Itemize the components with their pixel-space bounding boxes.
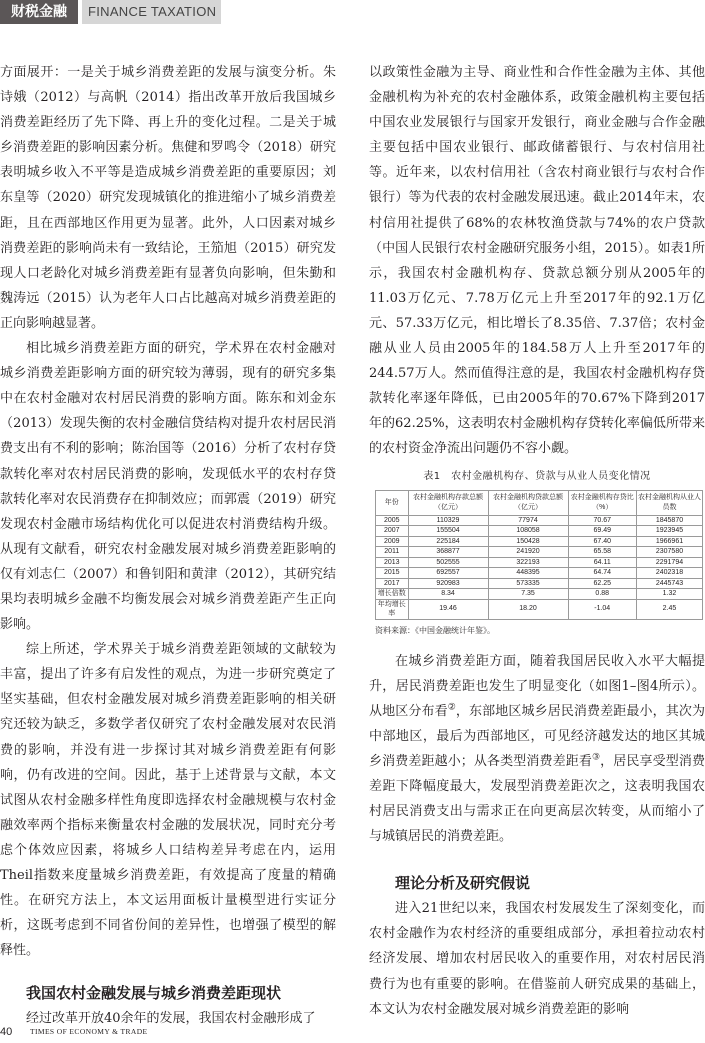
journal-name: TIMES OF ECONOMY & TRADE: [30, 1027, 148, 1036]
table-cell: 0.88: [568, 589, 636, 600]
table-cell: 增长倍数: [376, 589, 409, 600]
paragraph: 综上所述，学术界关于城乡消费差距领域的文献较为丰富，提出了许多有启发性的观点，为进一步研究奠定了坚实基础，但农村金融发展对城乡消费差距影响的相关研究还较为缺乏，多数学者仅研究了农村金融发展对农民消费的影响，并没有进一步探讨其对城乡消费差距有何影响，仍有改进的空间。因此，基于上述背景与文献，本文试图从农村金融多样性角度即选择农村金融规模与农村金融效率两个指标来衡量农村金融的发展状况，同时充分考虑个体效应因素，将城乡人口结构差异考虑在内，运用Theil指数来度量城乡消费差距，有效提高了度量的精确性。在研究方法上，本文运用面板计量模型进行实证分析，这既考虑到不同省份间的差异性，也增强了模型的解释性。: [0, 642, 336, 959]
table-cell: 19.46: [408, 599, 488, 619]
section-label-cn: 财税金融: [0, 0, 78, 24]
table-cell: 1845870: [636, 515, 702, 526]
table-header-cell: 农村金融机构贷款总额（亿元）: [488, 490, 568, 515]
table-header-row: [376, 490, 703, 515]
page-number: 40: [0, 1026, 13, 1038]
table-cell: 1923945: [636, 526, 702, 537]
footnote-mark: ③: [591, 752, 601, 763]
table-row: [376, 599, 703, 619]
table-cell: 108058: [488, 526, 568, 537]
table-cell: 2013: [376, 557, 409, 568]
text-run: ，东部地区城乡居民消费差距最小，其次为中部地区，最后为西部地区，可见经济越发达的地区其城乡消费差距越小；从各类型消费差距看: [369, 703, 705, 769]
table-cell: 2011: [376, 547, 409, 558]
table-caption: 表1 农村金融机构存、贷款与从业人员变化情况: [423, 470, 651, 482]
table-cell: 70.67: [568, 515, 636, 526]
table-header-cell: 农村金融机构存贷比（%）: [568, 490, 636, 515]
left-column: [0, 60, 336, 1031]
table-cell: 920983: [408, 578, 488, 589]
table-cell: 64.11: [568, 557, 636, 568]
table-cell: 2005: [376, 515, 409, 526]
table-cell: 67.40: [568, 536, 636, 547]
table-cell: 225184: [408, 536, 488, 547]
text-run: ，居民享受型消费差距下降幅度最大，发展型消费差距次之，这表明我国农村居民消费支出与需求正在向更高层次转变，从而缩小了与城镇居民的消费差距。: [369, 753, 705, 845]
table-cell: 692557: [408, 568, 488, 579]
table-header-cell: 农村金融机构存款总额（亿元）: [408, 490, 488, 515]
table-source: 资料来源：《中国金融统计年鉴》。: [375, 625, 495, 635]
table-header-cell: 年份: [376, 490, 409, 515]
table-cell: 2307580: [636, 547, 702, 558]
table-cell: 2.45: [636, 599, 702, 619]
table-row: [376, 578, 703, 589]
right-column: [369, 60, 705, 1022]
table-cell: 368877: [408, 547, 488, 558]
table-row: [376, 547, 703, 558]
table-row: [376, 589, 703, 600]
table-cell: 2291794: [636, 557, 702, 568]
paragraph: 相比城乡消费差距方面的研究，学术界在农村金融对城乡消费差距影响方面的研究较为薄弱，现有的研究多集中在农村金融对农村居民消费的影响方面。陈东和刘金东（2013）发现失衡的农村金融信贷结构对提升农村居民消费支出有不利的影响；陈治国等（2016）分析了农村存贷款转化率对农村居民消费的影响，发现低水平的农村存贷款转化率对农民消费存在抑制效应；而郭震（2019）研究发现农村金融市场结构优化可以促进农村消费结构升级。从现有文献看，研究农村金融发展对城乡消费差距影响的仅有刘志仁（2007）和鲁钊阳和黄津（2012），其研究结果均表明城乡金融不均衡发展会对城乡消费差距产生正向影响。: [0, 341, 336, 633]
table-cell: 241920: [488, 547, 568, 558]
table-cell: 64.74: [568, 568, 636, 579]
paragraph: 进入21世纪以来，我国农村发展发生了深刻变化，而农村金融作为农村经济的重要组成部分，承担着拉动农村经济发展、增加农村居民收入的重要作用，对农村居民消费行为也有重要的影响。在借鉴前人研究成果的基础上，本文认为农村金融发展对城乡消费差距的影响: [369, 901, 705, 1017]
page-header: [0, 0, 705, 26]
table-row: [376, 536, 703, 547]
paragraph: [369, 649, 705, 850]
table-cell: 2445743: [636, 578, 702, 589]
section-label-en: FINANCE TAXATION: [82, 0, 221, 24]
table-cell: 年均增长率: [376, 599, 409, 619]
data-table: [375, 490, 703, 620]
table-cell: 155504: [408, 526, 488, 537]
table-body: [376, 515, 703, 619]
table-row: [376, 515, 703, 526]
table-cell: 7.35: [488, 589, 568, 600]
table-cell: 8.34: [408, 589, 488, 600]
table-row: [376, 526, 703, 537]
paragraph: 经过改革开放40余年的发展，我国农村金融形成了: [26, 1011, 316, 1027]
table-cell: 69.49: [568, 526, 636, 537]
table-cell: 2017: [376, 578, 409, 589]
table-cell: 2007: [376, 526, 409, 537]
table-cell: 150428: [488, 536, 568, 547]
text-run: 在城乡消费差距方面，随着我国居民收入水平大幅提升，居民消费差距也发生了明显变化（如图1–图4所示）。从地区分布看: [369, 653, 705, 719]
table-header-cell: 农村金融机构从业人员数: [636, 490, 702, 515]
table-cell: 65.58: [568, 547, 636, 558]
table-cell: 77974: [488, 515, 568, 526]
table-cell: 1966961: [636, 536, 702, 547]
table-cell: 18.20: [488, 599, 568, 619]
table-cell: 2009: [376, 536, 409, 547]
table-cell: 322193: [488, 557, 568, 568]
footnote-mark: ②: [447, 702, 456, 713]
table-cell: 110329: [408, 515, 488, 526]
paragraph: 方面展开：一是关于城乡消费差距的发展与演变分析。朱诗娥（2012）与高帆（2014）指出改革开放后我国城乡消费差距经历了先下降、再上升的变化过程。二是关于城乡消费差距的影响因素分析。焦健和罗鸣令（2018）研究表明城乡收入不平等是造成城乡消费差距的重要原因；刘东皇等（2020）研究发现城镇化的推进缩小了城乡消费差距，且在西部地区作用更为显著。此外，人口因素对城乡消费差距的影响尚未有一致结论，王笳旭（2015）研究发现人口老龄化对城乡消费差距有显著负向影响，但朱勤和魏涛远（2015）认为老年人口占比越高对城乡消费差距的正向影响越显著。: [0, 65, 336, 331]
table-cell: 62.25: [568, 578, 636, 589]
table-cell: 502555: [408, 557, 488, 568]
table-cell: 573335: [488, 578, 568, 589]
table-cell: -1.04: [568, 599, 636, 619]
table-row: [376, 568, 703, 579]
table-cell: 2402318: [636, 568, 702, 579]
section-title: 我国农村金融发展与城乡消费差距现状: [26, 984, 282, 1003]
table-row: [376, 557, 703, 568]
section-title: 理论分析及研究假说: [395, 874, 531, 893]
table-cell: 448395: [488, 568, 568, 579]
paragraph: 以政策性金融为主导、商业性和合作性金融为主体、其他金融机构为补充的农村金融体系，政策金融机构主要包括中国农业发展银行与国家开发银行，商业金融与合作金融主要包括中国农业银行、邮政储蓄银行、与农村信用社等。近年来，以农村信用社（含农村商业银行与农村合作银行）等为代表的农村金融发展迅速。截止2014年末，农村信用社提供了68%的农林牧渔贷款与74%的农户贷款（中国人民银行农村金融研究服务小组，2015）。如表1所示，我国农村金融机构存、贷款总额分别从2005年的11.03万亿元、7.78万亿元上升至2017年的92.1万亿元、57.33万亿元，相比增长了8.35倍、7.37倍；农村金融从业人员由2005年的184.58万人上升至2017年的244.57万人。然而值得注意的是，我国农村金融机构存贷款转化率逐年降低，已由2005年的70.67%下降到2017年的62.25%，这表明农村金融机构存贷转化率偏低所带来的农村资金净流出问题仍不容小觑。: [369, 65, 705, 457]
table-cell: 2015: [376, 568, 409, 579]
table-cell: 1.32: [636, 589, 702, 600]
